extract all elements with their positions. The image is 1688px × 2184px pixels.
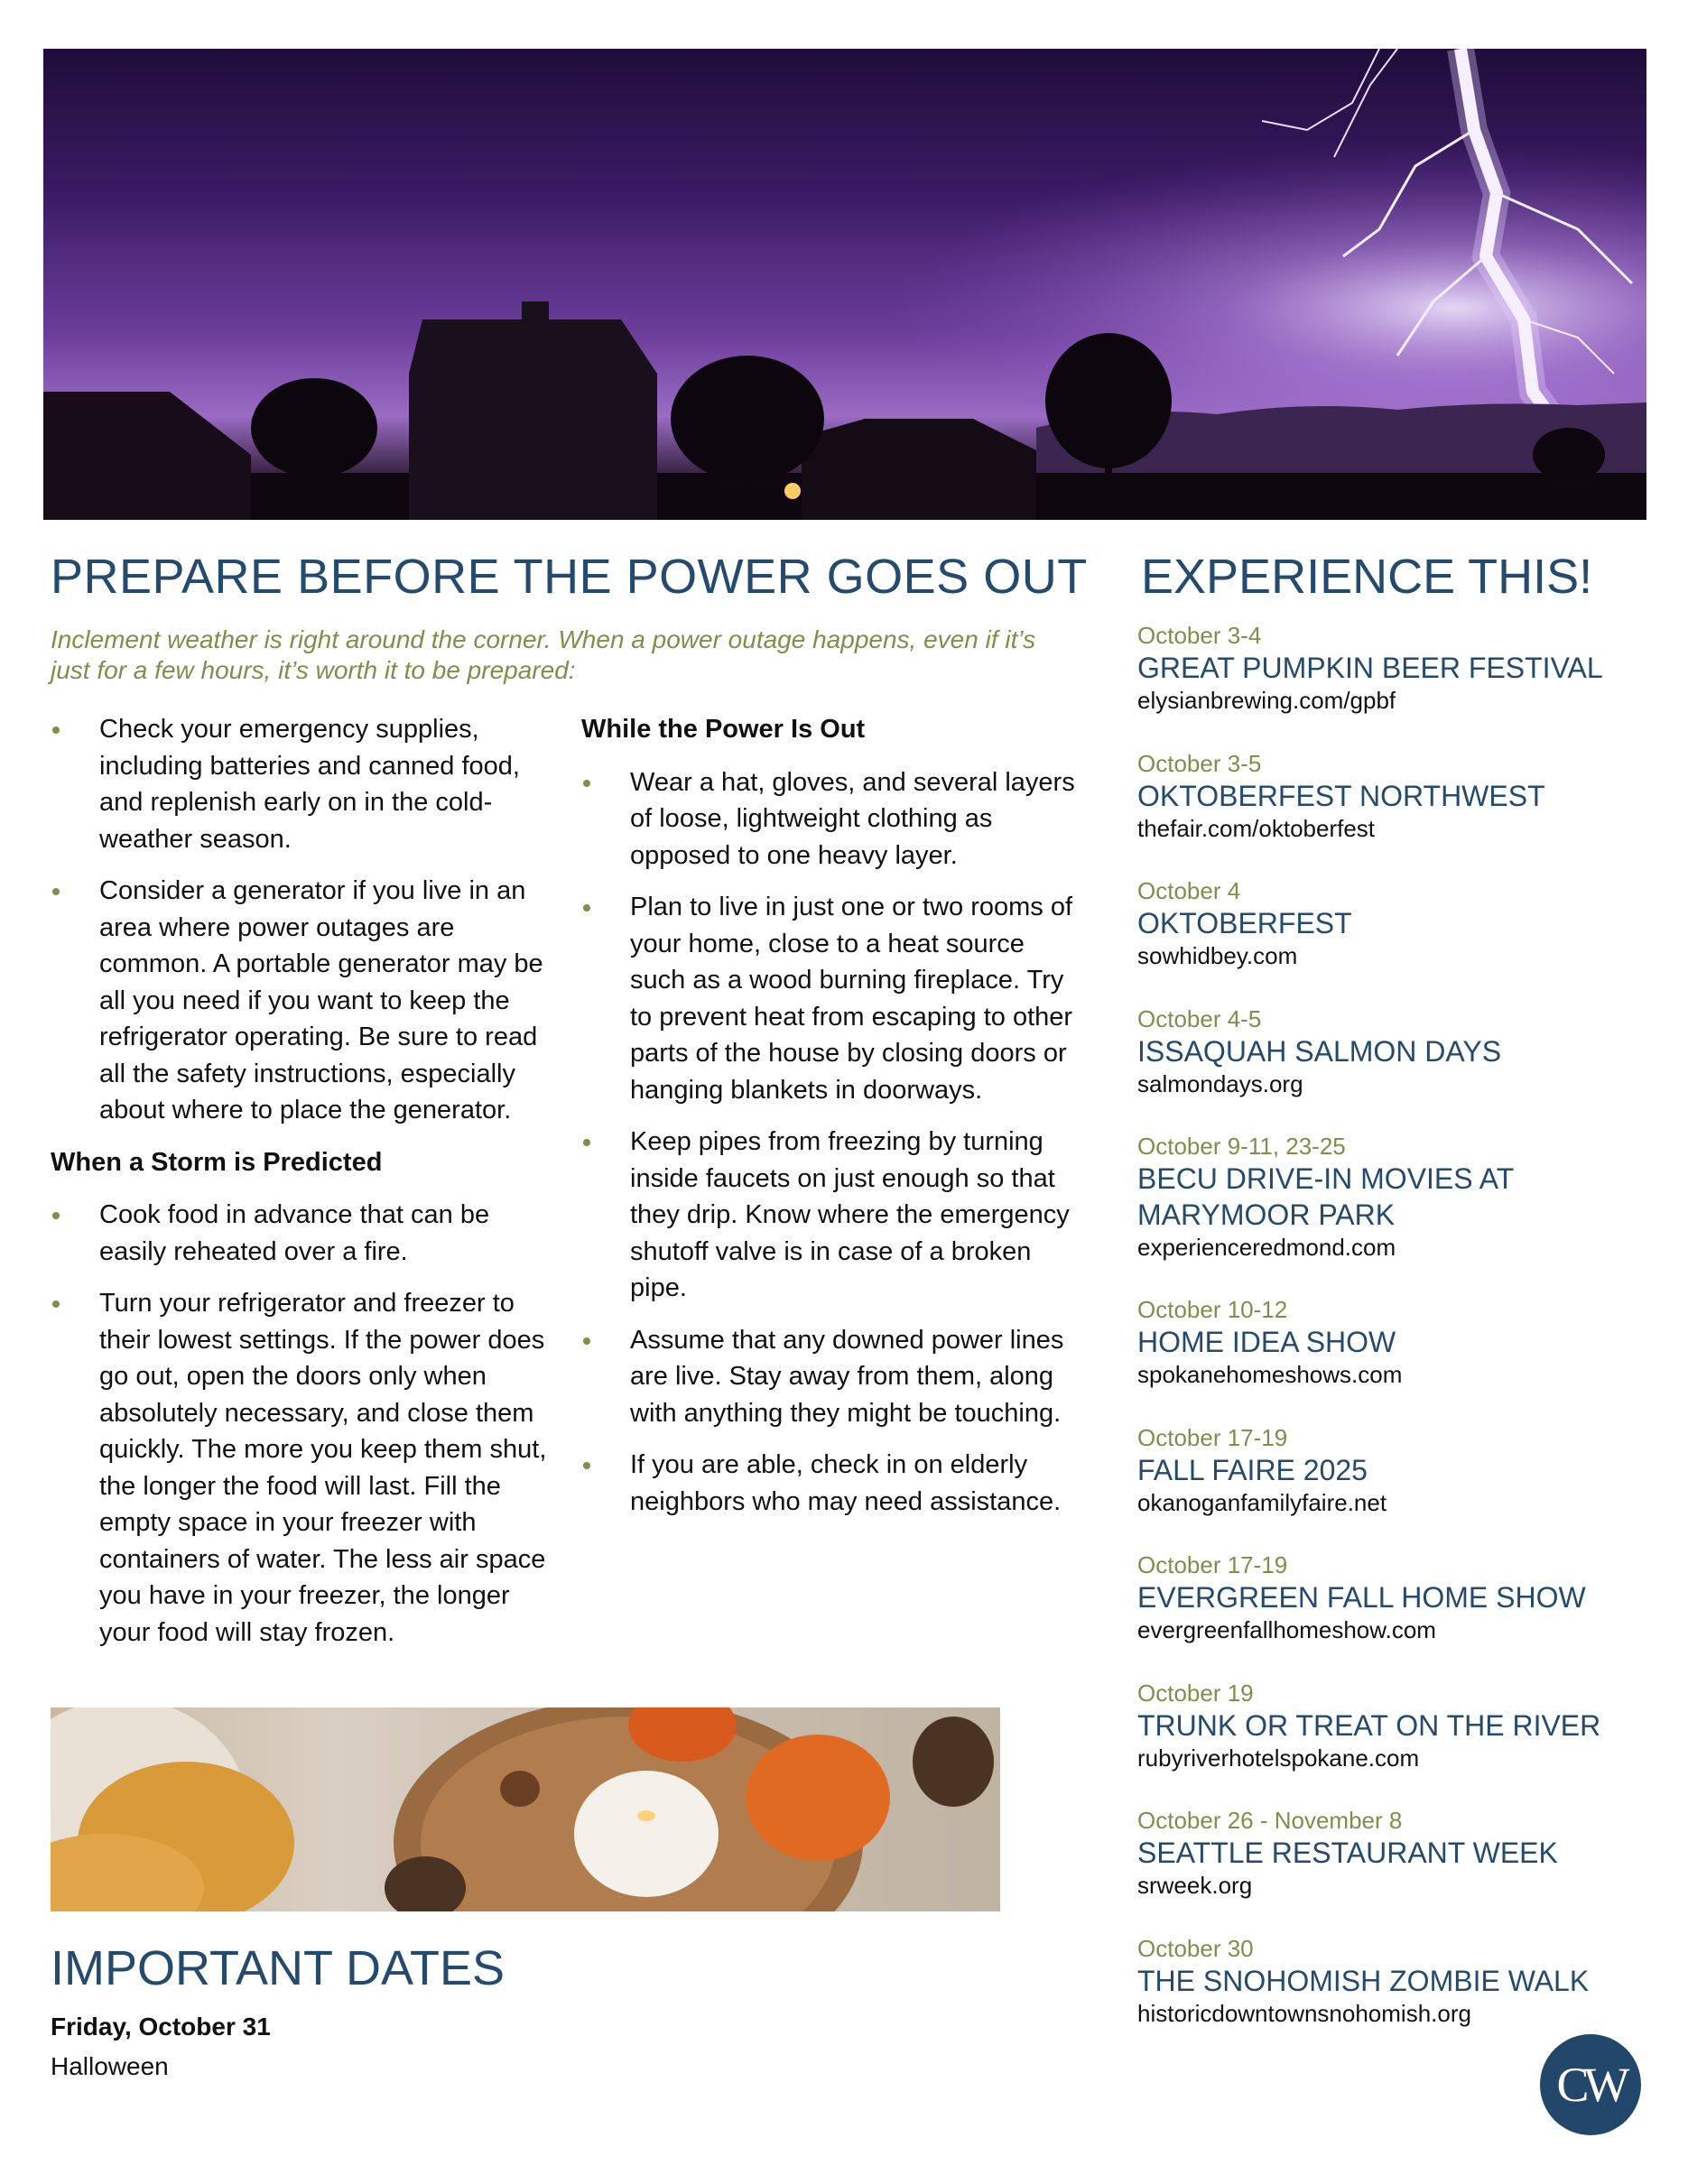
bullet-icon [583,1139,590,1146]
event-item [1137,1806,1643,1934]
event-date: October 26 - November 8 [1137,1807,1403,1834]
event-name: THE SNOHOMISH ZOMBIE WALK [1137,1964,1590,1997]
bullet-icon [52,726,60,734]
event-date: October 10-12 [1137,1296,1288,1323]
event-url: srweek.org [1137,1872,1253,1899]
hero-storm-image [43,49,1646,520]
event-date: October 17-19 [1137,1423,1288,1451]
important-dates-heading: IMPORTANT DATES [51,1941,505,1995]
event-item [1137,1295,1643,1423]
event-name: OKTOBERFEST NORTHWEST [1137,779,1545,812]
bullet-icon [52,1300,60,1308]
important-date-description: Halloween [51,2052,169,2080]
bullet-icon [52,888,60,895]
event-url: historicdowntownsnohomish.org [1137,1999,1471,2027]
event-date: October 4-5 [1137,1004,1262,1032]
experience-heading: EXPERIENCE THIS! [1141,550,1593,604]
bullet-icon [583,1462,590,1469]
event-date: October 17-19 [1137,1551,1288,1578]
logo-text: CW [1556,2058,1625,2112]
storm-list [51,1197,556,1651]
event-name: BECU DRIVE-IN MOVIES AT MARYMOOR PARK [1137,1162,1514,1231]
event-item [1137,1423,1643,1551]
list-item: Turn your refrigerator and freezer to their lowest settings. If the power does go out, open the doors only when absolutely necessary, and close them quickly. The more you keep them shut, the longer the food will last. Fill the empty space in your freezer with containers of water. The less air space you have in your freezer, the longer your food will stay frozen. [51,1285,556,1651]
list-item: Keep pipes from freezing by turning inside faucets on just enough so that they drip. Know where the emergency shutoff valve is in case of a broken pipe. [581,1124,1087,1307]
outage-list [581,764,1087,1521]
event-name: SEATTLE RESTAURANT WEEK [1137,1837,1558,1869]
cw-logo [1540,2034,1641,2135]
list-item: Check your emergency supplies, including batteries and canned food, and replenish early on in the cold-weather season. [51,711,556,857]
event-name: FALL FAIRE 2025 [1137,1453,1368,1486]
event-item [1137,1679,1643,1807]
event-item [1137,1004,1643,1133]
bullet-icon [52,1212,60,1219]
event-name: GREAT PUMPKIN BEER FESTIVAL [1137,652,1603,684]
event-name: EVERGREEN FALL HOME SHOW [1137,1581,1586,1614]
event-url: rubyriverhotelspokane.com [1137,1744,1420,1772]
list-item: If you are able, check in on elderly neighbors who may need assistance. [581,1447,1087,1520]
event-url: experienceredmond.com [1137,1234,1396,1261]
event-url: spokanehomeshows.com [1137,1361,1403,1388]
event-date: October 3-4 [1137,622,1262,649]
list-item: Plan to live in just one or two rooms of your home, close to a heat source such as a wood burning fireplace. Try to prevent heat from escaping to other parts of the house by closing doors or hanging blankets in doorways. [581,889,1087,1108]
list-item: Assume that any downed power lines are live. Stay away from them, along with anything they might be touching. [581,1322,1087,1432]
event-url: okanoganfamilyfaire.net [1137,1488,1387,1516]
event-date: October 30 [1137,1934,1254,1962]
main-heading: PREPARE BEFORE THE POWER GOES OUT [51,550,1088,604]
event-name: ISSAQUAH SALMON DAYS [1137,1034,1502,1068]
intro-text: Inclement weather is right around the corner. When a power outage happens, even if it’s just for a few hours, it’s worth it to be prepared: [51,625,1036,684]
lightning-farm-illustration [43,49,1646,520]
event-date: October 19 [1137,1679,1254,1707]
important-date: Friday, October 31 [51,2013,271,2041]
event-url: sowhidbey.com [1137,942,1298,969]
bullet-icon [583,780,590,787]
list-item: Consider a generator if you live in an area where power outages are common. A portable generator may be all you need if you want to keep the refrigerator operating. Be sure to read all the safety instructions, especially about where to place the generator. [51,873,556,1129]
outage-subheading: While the Power Is Out [581,715,866,744]
event-item [1137,1132,1643,1295]
left-column [51,711,556,1666]
autumn-decor-image [51,1707,1000,1911]
event-url: thefair.com/oktoberfest [1137,814,1376,842]
autumn-still-life-illustration [51,1707,1000,1911]
list-item: Wear a hat, gloves, and several layers of loose, lightweight clothing as opposed to one heavy layer. [581,764,1087,875]
event-item [1137,621,1643,749]
events-list [1137,621,1643,2061]
event-date: October 4 [1137,877,1241,904]
preparation-list [51,711,556,1129]
event-url: salmondays.org [1137,1069,1303,1097]
bullet-icon [583,904,590,912]
event-item [1137,1550,1643,1679]
event-item [1137,876,1643,1004]
event-name: OKTOBERFEST [1137,907,1352,939]
event-name: HOME IDEA SHOW [1137,1326,1396,1358]
event-name: TRUNK OR TREAT ON THE RIVER [1137,1708,1601,1742]
event-url: elysianbrewing.com/gpbf [1137,687,1396,714]
event-url: evergreenfallhomeshow.com [1137,1616,1436,1643]
list-item: Cook food in advance that can be easily reheated over a fire. [51,1197,556,1270]
bullet-icon [583,1337,590,1345]
event-date: October 9-11, 23-25 [1137,1133,1346,1160]
middle-column [581,711,1087,1535]
storm-subheading: When a Storm is Predicted [51,1147,383,1177]
event-item [1137,749,1643,877]
event-date: October 3-5 [1137,749,1262,777]
